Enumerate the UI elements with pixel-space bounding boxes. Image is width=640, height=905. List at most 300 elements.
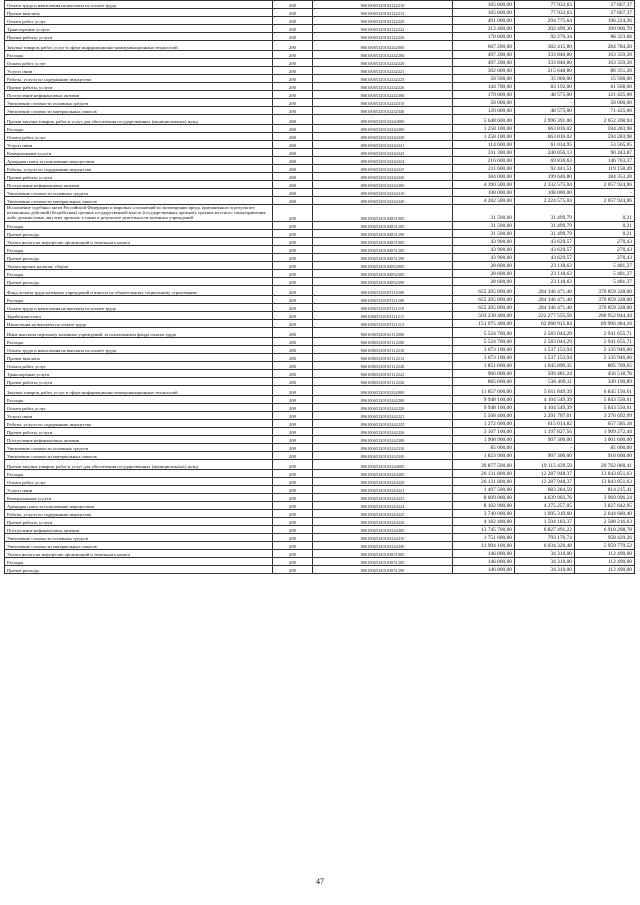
row-name-cell: Увеличение стоимости материальных запасов <box>5 451 273 459</box>
row-name-cell: Оплата труда и начисления на выплаты по оплате труда <box>5 1 273 9</box>
row-code-cell: 200 <box>273 435 313 443</box>
row-approved-cell: 151 975 400,00 <box>453 319 515 327</box>
row-code-cell: 200 <box>273 269 313 277</box>
row-executed-cell: 23 118,63 <box>515 269 575 277</box>
table-row <box>5 229 635 237</box>
row-unexecuted-cell: 456 518,76 <box>575 369 635 377</box>
row-name-cell: Прочие работы, услуги <box>5 377 273 385</box>
row-approved-cell: 885 600,00 <box>453 377 515 385</box>
row-executed-cell: 83 192,00 <box>515 83 575 91</box>
row-executed-cell: 2 996 391,06 <box>515 115 575 125</box>
row-name-cell: Транспортные услуги <box>5 25 273 33</box>
row-kbk-cell: 80610065320103242220 <box>313 403 453 411</box>
row-unexecuted-cell: 270,43 <box>575 237 635 245</box>
row-unexecuted-cell: 0,21 <box>575 221 635 229</box>
row-approved-cell: 1 497 500,00 <box>453 485 515 493</box>
row-executed-cell: 34 310,00 <box>515 549 575 557</box>
table-row <box>5 107 635 115</box>
row-executed-cell: 683 284,59 <box>515 485 575 493</box>
row-code-cell: 200 <box>273 115 313 125</box>
row-executed-cell: 12 287 948,37 <box>515 477 575 485</box>
row-executed-cell: 108 000,00 <box>515 189 575 197</box>
row-code-cell: 200 <box>273 285 313 295</box>
row-kbk-cell: 80610065320102244220 <box>313 133 453 141</box>
table-row <box>5 91 635 99</box>
row-approved-cell: 43 900,00 <box>453 253 515 261</box>
row-unexecuted-cell: 112 490,00 <box>575 565 635 573</box>
row-approved-cell: 9 948 100,00 <box>453 403 515 411</box>
row-executed-cell: 4 104 549,39 <box>515 395 575 403</box>
table-row <box>5 269 635 277</box>
row-executed-cell: 19 115 439,59 <box>515 459 575 469</box>
table-row <box>5 311 635 319</box>
row-code-cell: 200 <box>273 165 313 173</box>
row-unexecuted-cell: 112 490,00 <box>575 549 635 557</box>
row-approved-cell: 655 205 800,00 <box>453 295 515 303</box>
row-kbk-cell: 80610065320103112220 <box>313 361 453 369</box>
row-kbk-cell: 80610065320103851200 <box>313 557 453 565</box>
row-unexecuted-cell: 5 481,37 <box>575 277 635 285</box>
row-code-cell: 200 <box>273 91 313 99</box>
row-approved-cell: 1 751 600,00 <box>453 533 515 541</box>
row-kbk-cell: 80610065320103112212 <box>313 353 453 361</box>
row-unexecuted-cell: 3 827 642,95 <box>575 501 635 509</box>
table-row <box>5 345 635 353</box>
row-approved-cell: 211 600,00 <box>453 165 515 173</box>
row-name-cell: Фонд оплаты труда казенных учреждений и взносы по обязательному социальному страхованию <box>5 285 273 295</box>
row-unexecuted-cell: 121 425,00 <box>575 91 635 99</box>
row-name-cell: Увеличение стоимости основных средств <box>5 99 273 107</box>
row-name-cell: Закупка товаров, работ, услуг в сфере информационно-коммуникационных технологий <box>5 41 273 51</box>
row-kbk-cell: 80610065320103111211 <box>313 311 453 319</box>
row-name-cell: Оплата работ, услуг <box>5 361 273 369</box>
row-code-cell: 200 <box>273 369 313 377</box>
row-executed-cell: 240 856,13 <box>515 149 575 157</box>
row-code-cell: 200 <box>273 133 313 141</box>
row-name-cell: Прочие работы, услуги <box>5 517 273 525</box>
row-code-cell: 200 <box>273 353 313 361</box>
table-row <box>5 115 635 125</box>
row-executed-cell: 199 646,80 <box>515 173 575 181</box>
row-name-cell: Услуги связи <box>5 141 273 149</box>
row-kbk-cell: 80610065320102122220 <box>313 17 453 25</box>
row-kbk-cell: 80610065320102244225 <box>313 165 453 173</box>
row-kbk-cell: 80610065320102242220 <box>313 59 453 67</box>
row-kbk-cell: 80610065320102122210 <box>313 1 453 9</box>
table-row <box>5 237 635 245</box>
row-approved-cell: 43 900,00 <box>453 237 515 245</box>
table-row <box>5 377 635 385</box>
row-unexecuted-cell: 657 585,18 <box>575 419 635 427</box>
row-unexecuted-cell: 5 959 779,52 <box>575 541 635 549</box>
row-unexecuted-cell: 805 709,65 <box>575 361 635 369</box>
row-code-cell: 200 <box>273 541 313 549</box>
row-kbk-cell: 80610065320102244200 <box>313 125 453 133</box>
row-kbk-cell: 80610065320103244220 <box>313 477 453 485</box>
table-row <box>5 353 635 361</box>
row-unexecuted-cell: 2 588 216,63 <box>575 517 635 525</box>
row-unexecuted-cell: 1 001 600,00 <box>575 435 635 443</box>
row-kbk-cell: 80610065320103244300 <box>313 525 453 533</box>
table-row <box>5 395 635 403</box>
row-approved-cell: 1 851 600,00 <box>453 361 515 369</box>
row-kbk-cell: 80610065320102122226 <box>313 33 453 41</box>
table-row <box>5 261 635 269</box>
row-name-cell: Увеличение стоимости основных средств <box>5 189 273 197</box>
row-approved-cell: 5 568 400,00 <box>453 411 515 419</box>
row-approved-cell: 491 000,00 <box>453 17 515 25</box>
row-unexecuted-cell: 6 918 208,78 <box>575 525 635 533</box>
row-code-cell: 200 <box>273 395 313 403</box>
row-kbk-cell: 80610065320102851290 <box>313 253 453 261</box>
row-unexecuted-cell: 2 652 208,94 <box>575 115 635 125</box>
row-kbk-cell: 80610065320102831290 <box>313 229 453 237</box>
row-executed-cell: - <box>515 443 575 451</box>
row-unexecuted-cell: 86 351,20 <box>575 67 635 75</box>
row-kbk-cell: 80610065320103111200 <box>313 295 453 303</box>
row-kbk-cell: 80610065320103851000 <box>313 549 453 557</box>
row-name-cell: Расходы <box>5 295 273 303</box>
row-code-cell: 200 <box>273 493 313 501</box>
table-row <box>5 533 635 541</box>
row-kbk-cell: 80610065320102242340 <box>313 107 453 115</box>
row-approved-cell: 31 500,00 <box>453 229 515 237</box>
row-approved-cell: 146 800,00 <box>453 565 515 573</box>
row-name-cell: Расходы <box>5 245 273 253</box>
row-name-cell: Расходы <box>5 557 273 565</box>
row-approved-cell: 4 282 500,00 <box>453 197 515 205</box>
row-executed-cell: 663 816,02 <box>515 133 575 141</box>
row-unexecuted-cell: 119 158,49 <box>575 165 635 173</box>
row-code-cell: 200 <box>273 385 313 395</box>
row-code-cell: 200 <box>273 549 313 557</box>
row-executed-cell: 382 415,80 <box>515 41 575 51</box>
row-executed-cell: 1 594 183,37 <box>515 517 575 525</box>
row-name-cell: Уплата налога на имущество организаций и земельного налога <box>5 237 273 245</box>
row-unexecuted-cell: 5 481,37 <box>575 269 635 277</box>
row-name-cell: Прочие расходы <box>5 277 273 285</box>
row-code-cell: 200 <box>273 295 313 303</box>
table-row <box>5 361 635 369</box>
table-row <box>5 517 635 525</box>
row-name-cell: Прочие работы, услуги <box>5 83 273 91</box>
row-code-cell: 200 <box>273 221 313 229</box>
table-row <box>5 133 635 141</box>
row-executed-cell: 2 583 044,29 <box>515 327 575 337</box>
table-row <box>5 1 635 9</box>
row-kbk-cell: 80610065320103244221 <box>313 485 453 493</box>
row-name-cell: Поступление нефинансовых активов <box>5 181 273 189</box>
row-kbk-cell: 80610065320103851290 <box>313 565 453 573</box>
row-name-cell: Прочие работы, услуги <box>5 173 273 181</box>
row-name-cell: Услуги связи <box>5 485 273 493</box>
row-approved-cell: 178 600,00 <box>453 33 515 41</box>
row-name-cell: Расходы <box>5 125 273 133</box>
row-name-cell: Уплата налога на имущество организаций и земельного налога <box>5 549 273 557</box>
row-code-cell: 200 <box>273 1 313 9</box>
row-approved-cell: 11 857 000,00 <box>453 385 515 395</box>
row-approved-cell: 26 131 800,00 <box>453 477 515 485</box>
row-unexecuted-cell: 146 763,37 <box>575 157 635 165</box>
row-name-cell: Работы, услуги по содержанию имущества <box>5 165 273 173</box>
row-name-cell: Услуги связи <box>5 67 273 75</box>
row-unexecuted-cell: 2 941 655,71 <box>575 327 635 337</box>
row-executed-cell: 333 840,80 <box>515 59 575 67</box>
row-kbk-cell: 80610065320103242200 <box>313 395 453 403</box>
row-name-cell: Расходы <box>5 395 273 403</box>
row-code-cell: 200 <box>273 459 313 469</box>
row-kbk-cell: 80610065320103244224 <box>313 501 453 509</box>
row-unexecuted-cell: 163 359,20 <box>575 59 635 67</box>
row-name-cell: Арендная плата за пользование имуществом <box>5 157 273 165</box>
table-row <box>5 403 635 411</box>
row-executed-cell: 1 537 153,94 <box>515 345 575 353</box>
row-kbk-cell: 80610065320102831000 <box>313 205 453 222</box>
row-executed-cell: 12 287 948,37 <box>515 469 575 477</box>
row-code-cell: 200 <box>273 427 313 435</box>
row-unexecuted-cell: 71 425,00 <box>575 107 635 115</box>
table-row <box>5 17 635 25</box>
row-kbk-cell: 80610065320103244225 <box>313 509 453 517</box>
row-kbk-cell: 80610065320103242221 <box>313 411 453 419</box>
row-unexecuted-cell: 15 500,00 <box>575 75 635 83</box>
table-row <box>5 565 635 573</box>
row-executed-cell: 4 275 257,05 <box>515 501 575 509</box>
row-executed-cell: 31 499,79 <box>515 221 575 229</box>
table-row <box>5 253 635 261</box>
row-approved-cell: 667 200,00 <box>453 41 515 51</box>
row-unexecuted-cell: 594 283,98 <box>575 133 635 141</box>
row-code-cell: 200 <box>273 509 313 517</box>
row-name-cell: Прочие расходы <box>5 229 273 237</box>
row-unexecuted-cell: 61 508,00 <box>575 83 635 91</box>
row-kbk-cell: 80610065320103244226 <box>313 517 453 525</box>
row-approved-cell: 170 000,00 <box>453 91 515 99</box>
row-approved-cell: 120 000,00 <box>453 107 515 115</box>
row-kbk-cell: 80610065320102831200 <box>313 221 453 229</box>
row-approved-cell: 28 600,00 <box>453 269 515 277</box>
table-row <box>5 173 635 181</box>
row-name-cell: Увеличение стоимости основных средств <box>5 443 273 451</box>
row-code-cell: 200 <box>273 99 313 107</box>
row-code-cell: 200 <box>273 319 313 327</box>
table-row <box>5 419 635 427</box>
row-unexecuted-cell: 370 859 328,60 <box>575 285 635 295</box>
row-name-cell: Прочие работы, услуги <box>5 427 273 435</box>
row-executed-cell: 284 346 471,40 <box>515 285 575 295</box>
row-unexecuted-cell: 2 135 946,06 <box>575 345 635 353</box>
row-unexecuted-cell: 90 443,87 <box>575 149 635 157</box>
row-code-cell: 200 <box>273 377 313 385</box>
row-executed-cell: 2 224 575,04 <box>515 197 575 205</box>
row-kbk-cell: 80610065320103244200 <box>313 469 453 477</box>
row-name-cell: Исполнение судебных актов Российской Федерации и мировых соглашений по возмещению вреда, причиненного в результате незаконных действий (бездействия) органов государственной власти (государственных органов), органов местного самоуправления либо должностных лиц этих органов, а также в результате деятельности казенных учреждений <box>5 205 273 222</box>
table-row <box>5 295 635 303</box>
table-row <box>5 557 635 565</box>
row-name-cell: Оплата работ, услуг <box>5 133 273 141</box>
table-row <box>5 99 635 107</box>
row-code-cell: 200 <box>273 67 313 75</box>
row-kbk-cell: 80610065320102242000 <box>313 41 453 51</box>
row-approved-cell: 144 700,00 <box>453 83 515 91</box>
row-unexecuted-cell: 370 859 328,60 <box>575 303 635 311</box>
table-row <box>5 477 635 485</box>
row-code-cell: 200 <box>273 75 313 83</box>
row-code-cell: 200 <box>273 469 313 477</box>
row-executed-cell: 69 836,63 <box>515 157 575 165</box>
row-name-cell: Оплата труда и начисления на выплаты по оплате труда <box>5 303 273 311</box>
row-unexecuted-cell: 349 190,89 <box>575 377 635 385</box>
row-code-cell: 200 <box>273 125 313 133</box>
row-kbk-cell: 80610065320103242226 <box>313 427 453 435</box>
row-code-cell: 200 <box>273 157 313 165</box>
table-row <box>5 149 635 157</box>
row-name-cell: Расходы <box>5 337 273 345</box>
row-unexecuted-cell: 109 900,70 <box>575 25 635 33</box>
row-unexecuted-cell: 5 843 550,61 <box>575 403 635 411</box>
row-executed-cell: 34 310,00 <box>515 557 575 565</box>
row-executed-cell: 1 537 153,94 <box>515 353 575 361</box>
row-executed-cell: 35 000,00 <box>515 75 575 83</box>
row-kbk-cell: 80610065320102122212 <box>313 9 453 17</box>
row-code-cell: 200 <box>273 345 313 353</box>
row-unexecuted-cell: 814 215,41 <box>575 485 635 493</box>
row-unexecuted-cell: 916 600,00 <box>575 451 635 459</box>
row-code-cell: 200 <box>273 9 313 17</box>
row-code-cell: 200 <box>273 303 313 311</box>
row-unexecuted-cell: 13 843 851,63 <box>575 477 635 485</box>
row-kbk-cell: 80610065320102122222 <box>313 25 453 33</box>
row-executed-cell: 77 932,63 <box>515 9 575 17</box>
row-executed-cell: 43 629,57 <box>515 237 575 245</box>
row-unexecuted-cell: 3 276 692,99 <box>575 411 635 419</box>
row-unexecuted-cell: 5 481,37 <box>575 261 635 269</box>
table-row <box>5 501 635 509</box>
row-name-cell: Увеличение стоимости основных средств <box>5 533 273 541</box>
row-executed-cell: 1 197 827,56 <box>515 427 575 435</box>
row-name-cell: Прочие выплаты <box>5 9 273 17</box>
row-kbk-cell: 80610065320103112000 <box>313 327 453 337</box>
row-executed-cell: 77 932,63 <box>515 1 575 9</box>
row-unexecuted-cell: 6 845 150,61 <box>575 385 635 395</box>
table-row <box>5 303 635 311</box>
row-name-cell: Увеличение стоимости материальных запасов <box>5 107 273 115</box>
row-unexecuted-cell: 85 000,00 <box>575 443 635 451</box>
row-kbk-cell: 80610065320102244223 <box>313 149 453 157</box>
row-kbk-cell: 80610065320102851200 <box>313 245 453 253</box>
row-approved-cell: 146 800,00 <box>453 549 515 557</box>
row-code-cell: 200 <box>273 517 313 525</box>
row-unexecuted-cell: 270,43 <box>575 245 635 253</box>
row-kbk-cell: 80610065320103111213 <box>313 319 453 327</box>
row-executed-cell: 907 300,00 <box>515 435 575 443</box>
table-row <box>5 549 635 557</box>
row-name-cell: Работы, услуги по содержанию имущества <box>5 75 273 83</box>
row-name-cell: Расходы <box>5 51 273 59</box>
row-approved-cell: 312 400,00 <box>453 25 515 33</box>
row-code-cell: 200 <box>273 565 313 573</box>
table-row <box>5 509 635 517</box>
row-approved-cell: 3 107 100,00 <box>453 427 515 435</box>
row-kbk-cell: 80610065320103242310 <box>313 443 453 451</box>
row-kbk-cell: 80610065320102242225 <box>313 75 453 83</box>
table-row <box>5 51 635 59</box>
table-row <box>5 67 635 75</box>
table-row <box>5 469 635 477</box>
table-row <box>5 427 635 435</box>
row-approved-cell: 1 258 100,00 <box>453 133 515 141</box>
table-row <box>5 181 635 189</box>
row-name-cell: Иные выплаты персоналу казенных учреждений, за исключением фонда оплаты труда <box>5 327 273 337</box>
row-executed-cell: 2 332 575,04 <box>515 181 575 189</box>
row-unexecuted-cell: 13 843 851,63 <box>575 469 635 477</box>
row-executed-cell: 31 499,79 <box>515 205 575 222</box>
budget-report-sheet <box>4 0 634 574</box>
row-kbk-cell: 80610065320103112222 <box>313 369 453 377</box>
row-approved-cell: 43 900,00 <box>453 245 515 253</box>
row-code-cell: 200 <box>273 107 313 115</box>
table-row <box>5 277 635 285</box>
row-approved-cell: 28 600,00 <box>453 277 515 285</box>
row-executed-cell: 202 499,30 <box>515 25 575 33</box>
row-approved-cell: 9 948 100,00 <box>453 395 515 403</box>
table-row <box>5 337 635 345</box>
row-code-cell: 200 <box>273 485 313 493</box>
row-kbk-cell: 80610065320102244224 <box>313 157 453 165</box>
row-executed-cell: 34 310,00 <box>515 565 575 573</box>
row-kbk-cell: 80610065320103244310 <box>313 533 453 541</box>
row-unexecuted-cell: 594 283,98 <box>575 125 635 133</box>
row-code-cell: 200 <box>273 25 313 33</box>
row-code-cell: 200 <box>273 245 313 253</box>
row-code-cell: 200 <box>273 197 313 205</box>
row-unexecuted-cell: 2 135 946,06 <box>575 353 635 361</box>
row-name-cell: Увеличение стоимости материальных запасов <box>5 197 273 205</box>
table-row <box>5 33 635 41</box>
row-approved-cell: 1 272 600,00 <box>453 419 515 427</box>
row-unexecuted-cell: 2 057 924,96 <box>575 181 635 189</box>
row-name-cell: Коммунальные услуги <box>5 493 273 501</box>
row-kbk-cell: 80610065320102244000 <box>313 115 453 125</box>
row-approved-cell: 497 200,00 <box>453 51 515 59</box>
row-executed-cell: 48 575,00 <box>515 107 575 115</box>
row-executed-cell: 615 014,82 <box>515 419 575 427</box>
row-unexecuted-cell: 86 323,66 <box>575 33 635 41</box>
row-approved-cell: 3 673 100,00 <box>453 345 515 353</box>
row-unexecuted-cell: 53 565,05 <box>575 141 635 149</box>
row-approved-cell: 5 648 600,00 <box>453 115 515 125</box>
row-executed-cell: 92 441,51 <box>515 165 575 173</box>
row-name-cell: Заработная плата <box>5 311 273 319</box>
row-approved-cell: 3 740 000,00 <box>453 509 515 517</box>
row-unexecuted-cell: 27 667,37 <box>575 1 635 9</box>
row-kbk-cell: 80610065320103242340 <box>313 451 453 459</box>
row-approved-cell: 146 800,00 <box>453 557 515 565</box>
row-executed-cell: 215 648,80 <box>515 67 575 75</box>
table-row <box>5 493 635 501</box>
table-row <box>5 319 635 327</box>
table-row <box>5 165 635 173</box>
table-row <box>5 285 635 295</box>
row-approved-cell: 31 500,00 <box>453 221 515 229</box>
row-kbk-cell: 80610065320103112226 <box>313 377 453 385</box>
row-kbk-cell: 80610065320103242300 <box>313 435 453 443</box>
row-name-cell: Прочая закупка товаров, работ и услуг для обеспечения государственных (муниципальных) нужд <box>5 459 273 469</box>
row-code-cell: 200 <box>273 501 313 509</box>
row-approved-cell: 331 300,00 <box>453 149 515 157</box>
table-row <box>5 385 635 395</box>
row-name-cell: Работы, услуги по содержанию имущества <box>5 419 273 427</box>
